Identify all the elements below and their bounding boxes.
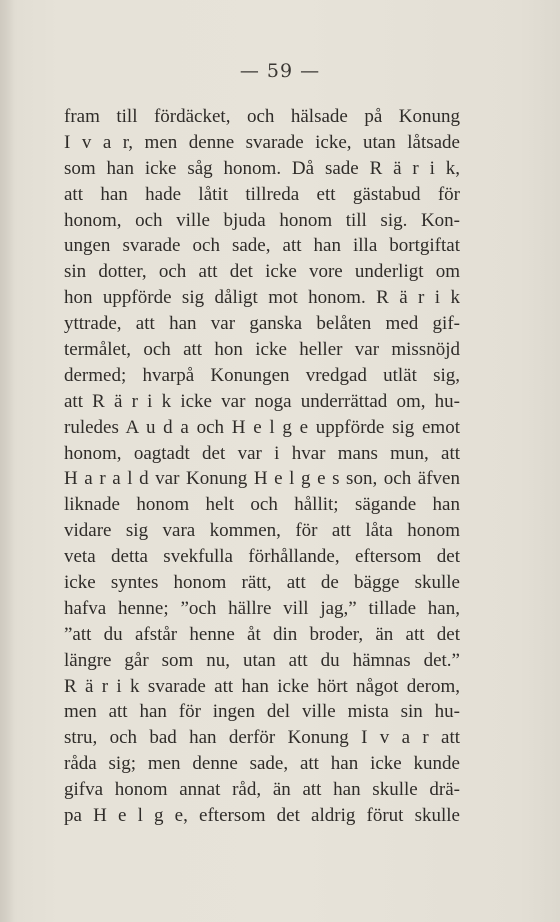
- text-line: ungen svarade och sade, att han illa bortgiftat: [64, 235, 460, 257]
- text-line: stru, och bad han derför Konung I v a r att: [64, 727, 460, 749]
- text-line: ruledes A u d a och H e l g e uppförde sig emot: [64, 416, 460, 438]
- text-line: liknade honom helt och hållit; sägande han: [64, 494, 460, 516]
- text-line: veta detta svekfulla förhållande, eftersom det: [64, 546, 460, 568]
- text-line: H a r a l d var Konung H e l g e s son, och äfven: [64, 468, 460, 490]
- text-line: termålet, och att hon icke heller var missnöjd: [64, 339, 460, 361]
- text-line: fram till fördäcket, och hälsade på Konung: [64, 106, 460, 127]
- page-edge-shadow: [0, 0, 14, 922]
- text-line: att R ä r i k icke var noga underrättad om, hu-: [64, 390, 460, 412]
- text-line: gifva honom annat råd, än att han skulle drä-: [64, 779, 460, 801]
- text-line: dermed; hvarpå Konungen vredgad utlät sig,: [64, 364, 460, 386]
- page-number: — 59 —: [239, 60, 321, 82]
- text-line: råda sig; men denne sade, att han icke kunde: [64, 753, 460, 775]
- text-line: hon uppförde sig dåligt mot honom. R ä r i k: [64, 287, 460, 309]
- text-line: vidare sig vara kommen, för att låta honom: [64, 520, 460, 542]
- text-line: R ä r i k svarade att han icke hört något derom,: [64, 675, 460, 697]
- text-line: honom, och ville bjuda honom till sig. Kon-: [64, 209, 460, 231]
- text-line: ”att du afstår henne åt din broder, än att det: [64, 623, 460, 645]
- body-text: [64, 104, 460, 829]
- text-line: I v a r, men denne svarade icke, utan låtsade: [64, 131, 460, 153]
- text-line: men att han för ingen del ville mista sin hu-: [64, 701, 460, 723]
- text-line: yttrade, att han var ganska belåten med gif-: [64, 313, 460, 335]
- text-line: honom, oagtadt det var i hvar mans mun, att: [64, 442, 460, 464]
- text-line: sin dotter, och att det icke vore underligt om: [64, 261, 460, 283]
- text-line: icke syntes honom rätt, att de bägge skulle: [64, 572, 460, 594]
- text-line: längre går som nu, utan att du hämnas det.”: [64, 649, 460, 671]
- text-line: som han icke såg honom. Då sade R ä r i k,: [64, 157, 460, 179]
- text-line: att han hade låtit tillreda ett gästabud för: [64, 183, 460, 205]
- text-line: hafva henne; ”och hällre vill jag,” tillade han,: [64, 597, 460, 619]
- text-line: pa H e l g e, eftersom det aldrig förut skulle: [64, 805, 460, 827]
